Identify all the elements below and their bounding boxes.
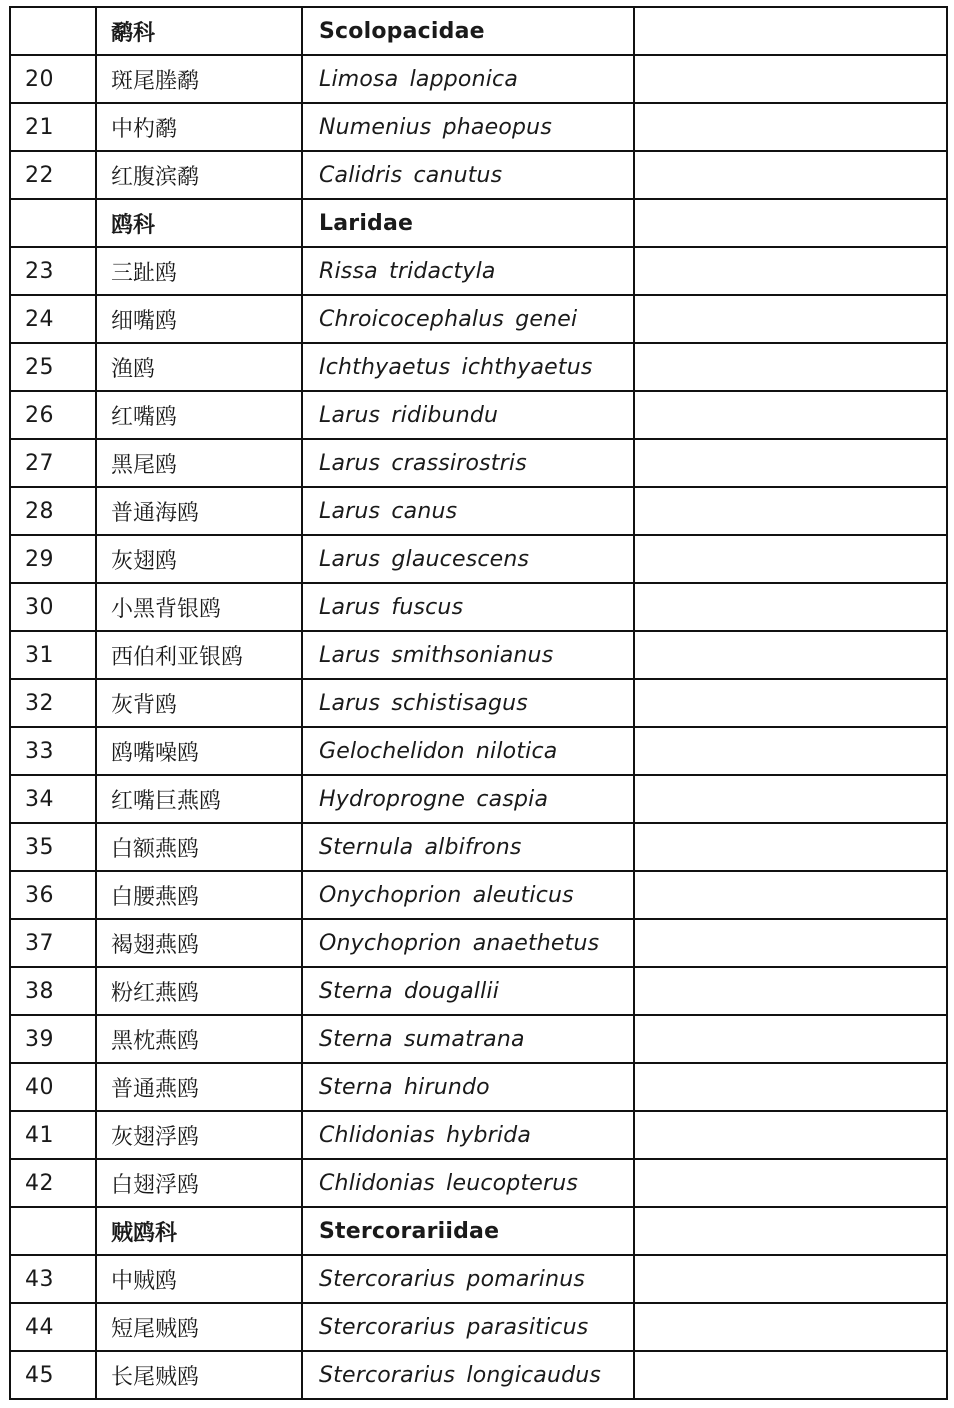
row-number: 30	[10, 583, 96, 631]
notes-cell	[634, 967, 947, 1015]
species-name-chinese: 红腹滨鹬	[96, 151, 302, 199]
species-name-scientific: Sternula albifrons	[302, 823, 634, 871]
species-name-chinese: 普通燕鸥	[96, 1063, 302, 1111]
notes-cell	[634, 775, 947, 823]
row-number: 35	[10, 823, 96, 871]
species-name-chinese: 黑尾鸥	[96, 439, 302, 487]
table-row	[10, 151, 947, 199]
row-number: 45	[10, 1351, 96, 1399]
species-name-scientific: Larus glaucescens	[302, 535, 634, 583]
table-row	[10, 679, 947, 727]
table-row	[10, 295, 947, 343]
notes-cell	[634, 55, 947, 103]
species-name-scientific: Hydroprogne caspia	[302, 775, 634, 823]
notes-cell	[634, 919, 947, 967]
species-name-scientific: Larus crassirostris	[302, 439, 634, 487]
species-name-chinese: 灰背鸥	[96, 679, 302, 727]
species-name-chinese: 细嘴鸥	[96, 295, 302, 343]
notes-cell	[634, 871, 947, 919]
notes-cell	[634, 151, 947, 199]
table-row	[10, 487, 947, 535]
row-number: 41	[10, 1111, 96, 1159]
table-row	[10, 583, 947, 631]
table-row	[10, 103, 947, 151]
notes-cell	[634, 727, 947, 775]
notes-cell	[634, 1063, 947, 1111]
species-name-scientific: Gelochelidon nilotica	[302, 727, 634, 775]
row-number: 42	[10, 1159, 96, 1207]
species-name-chinese: 小黑背银鸥	[96, 583, 302, 631]
notes-cell	[634, 103, 947, 151]
species-name-chinese: 中杓鹬	[96, 103, 302, 151]
notes-cell	[634, 679, 947, 727]
family-name-chinese: 鹬科	[96, 7, 302, 55]
table-row	[10, 535, 947, 583]
notes-cell	[634, 487, 947, 535]
species-name-scientific: Sterna hirundo	[302, 1063, 634, 1111]
notes-cell	[634, 439, 947, 487]
row-number: 32	[10, 679, 96, 727]
species-name-chinese: 白翅浮鸥	[96, 1159, 302, 1207]
species-name-scientific: Rissa tridactyla	[302, 247, 634, 295]
species-name-scientific: Sterna sumatrana	[302, 1015, 634, 1063]
species-name-chinese: 粉红燕鸥	[96, 967, 302, 1015]
table-row	[10, 1303, 947, 1351]
row-number: 28	[10, 487, 96, 535]
notes-cell	[634, 199, 947, 247]
species-name-scientific: Larus smithsonianus	[302, 631, 634, 679]
row-number: 29	[10, 535, 96, 583]
notes-cell	[634, 631, 947, 679]
row-number	[10, 199, 96, 247]
notes-cell	[634, 1159, 947, 1207]
species-name-scientific: Limosa lapponica	[302, 55, 634, 103]
notes-cell	[634, 1303, 947, 1351]
notes-cell	[634, 1207, 947, 1255]
table-row	[10, 247, 947, 295]
species-name-chinese: 斑尾塍鹬	[96, 55, 302, 103]
notes-cell	[634, 1255, 947, 1303]
notes-cell	[634, 7, 947, 55]
row-number: 33	[10, 727, 96, 775]
table-row-family	[10, 199, 947, 247]
row-number: 38	[10, 967, 96, 1015]
table-row	[10, 727, 947, 775]
notes-cell	[634, 343, 947, 391]
species-name-scientific: Larus fuscus	[302, 583, 634, 631]
species-name-chinese: 普通海鸥	[96, 487, 302, 535]
species-name-scientific: Stercorarius pomarinus	[302, 1255, 634, 1303]
row-number: 24	[10, 295, 96, 343]
species-name-chinese: 白腰燕鸥	[96, 871, 302, 919]
table-row	[10, 1015, 947, 1063]
species-name-chinese: 黑枕燕鸥	[96, 1015, 302, 1063]
table-row	[10, 823, 947, 871]
table-row	[10, 343, 947, 391]
row-number: 31	[10, 631, 96, 679]
species-name-scientific: Larus schistisagus	[302, 679, 634, 727]
species-name-chinese: 短尾贼鸥	[96, 1303, 302, 1351]
row-number: 37	[10, 919, 96, 967]
family-name-scientific: Stercorariidae	[302, 1207, 634, 1255]
species-name-chinese: 褐翅燕鸥	[96, 919, 302, 967]
row-number: 34	[10, 775, 96, 823]
table-row	[10, 871, 947, 919]
notes-cell	[634, 295, 947, 343]
table-row	[10, 967, 947, 1015]
family-name-scientific: Laridae	[302, 199, 634, 247]
row-number: 22	[10, 151, 96, 199]
species-name-chinese: 中贼鸥	[96, 1255, 302, 1303]
species-table	[9, 6, 948, 1400]
table-row	[10, 1159, 947, 1207]
notes-cell	[634, 1015, 947, 1063]
row-number: 23	[10, 247, 96, 295]
species-name-scientific: Larus canus	[302, 487, 634, 535]
family-name-chinese: 鸥科	[96, 199, 302, 247]
row-number: 27	[10, 439, 96, 487]
notes-cell	[634, 247, 947, 295]
species-name-scientific: Sterna dougallii	[302, 967, 634, 1015]
notes-cell	[634, 1111, 947, 1159]
species-name-scientific: Stercorarius parasiticus	[302, 1303, 634, 1351]
row-number: 43	[10, 1255, 96, 1303]
species-name-scientific: Chroicocephalus genei	[302, 295, 634, 343]
notes-cell	[634, 583, 947, 631]
row-number: 44	[10, 1303, 96, 1351]
species-name-chinese: 鸥嘴噪鸥	[96, 727, 302, 775]
species-name-chinese: 白额燕鸥	[96, 823, 302, 871]
table-row	[10, 1063, 947, 1111]
species-name-chinese: 灰翅鸥	[96, 535, 302, 583]
table-row	[10, 391, 947, 439]
notes-cell	[634, 1351, 947, 1399]
row-number	[10, 1207, 96, 1255]
table-row	[10, 919, 947, 967]
notes-cell	[634, 535, 947, 583]
species-name-scientific: Ichthyaetus ichthyaetus	[302, 343, 634, 391]
species-name-chinese: 灰翅浮鸥	[96, 1111, 302, 1159]
species-name-scientific: Numenius phaeopus	[302, 103, 634, 151]
species-name-scientific: Chlidonias hybrida	[302, 1111, 634, 1159]
species-name-chinese: 长尾贼鸥	[96, 1351, 302, 1399]
table-row	[10, 775, 947, 823]
species-name-scientific: Larus ridibundu	[302, 391, 634, 439]
row-number: 39	[10, 1015, 96, 1063]
row-number	[10, 7, 96, 55]
table-row	[10, 55, 947, 103]
notes-cell	[634, 391, 947, 439]
species-name-chinese: 西伯利亚银鸥	[96, 631, 302, 679]
table-row	[10, 631, 947, 679]
table-row-family	[10, 1207, 947, 1255]
table-row	[10, 1111, 947, 1159]
species-name-scientific: Onychoprion anaethetus	[302, 919, 634, 967]
row-number: 26	[10, 391, 96, 439]
table-row	[10, 1351, 947, 1399]
table-row	[10, 1255, 947, 1303]
species-name-chinese: 红嘴巨燕鸥	[96, 775, 302, 823]
family-name-scientific: Scolopacidae	[302, 7, 634, 55]
table-body	[10, 7, 947, 1399]
species-name-scientific: Chlidonias leucopterus	[302, 1159, 634, 1207]
table-row	[10, 439, 947, 487]
species-name-scientific: Stercorarius longicaudus	[302, 1351, 634, 1399]
row-number: 20	[10, 55, 96, 103]
species-name-scientific: Onychoprion aleuticus	[302, 871, 634, 919]
row-number: 21	[10, 103, 96, 151]
species-name-scientific: Calidris canutus	[302, 151, 634, 199]
family-name-chinese: 贼鸥科	[96, 1207, 302, 1255]
table-row-family	[10, 7, 947, 55]
species-name-chinese: 三趾鸥	[96, 247, 302, 295]
row-number: 25	[10, 343, 96, 391]
species-name-chinese: 渔鸥	[96, 343, 302, 391]
row-number: 40	[10, 1063, 96, 1111]
species-name-chinese: 红嘴鸥	[96, 391, 302, 439]
row-number: 36	[10, 871, 96, 919]
notes-cell	[634, 823, 947, 871]
